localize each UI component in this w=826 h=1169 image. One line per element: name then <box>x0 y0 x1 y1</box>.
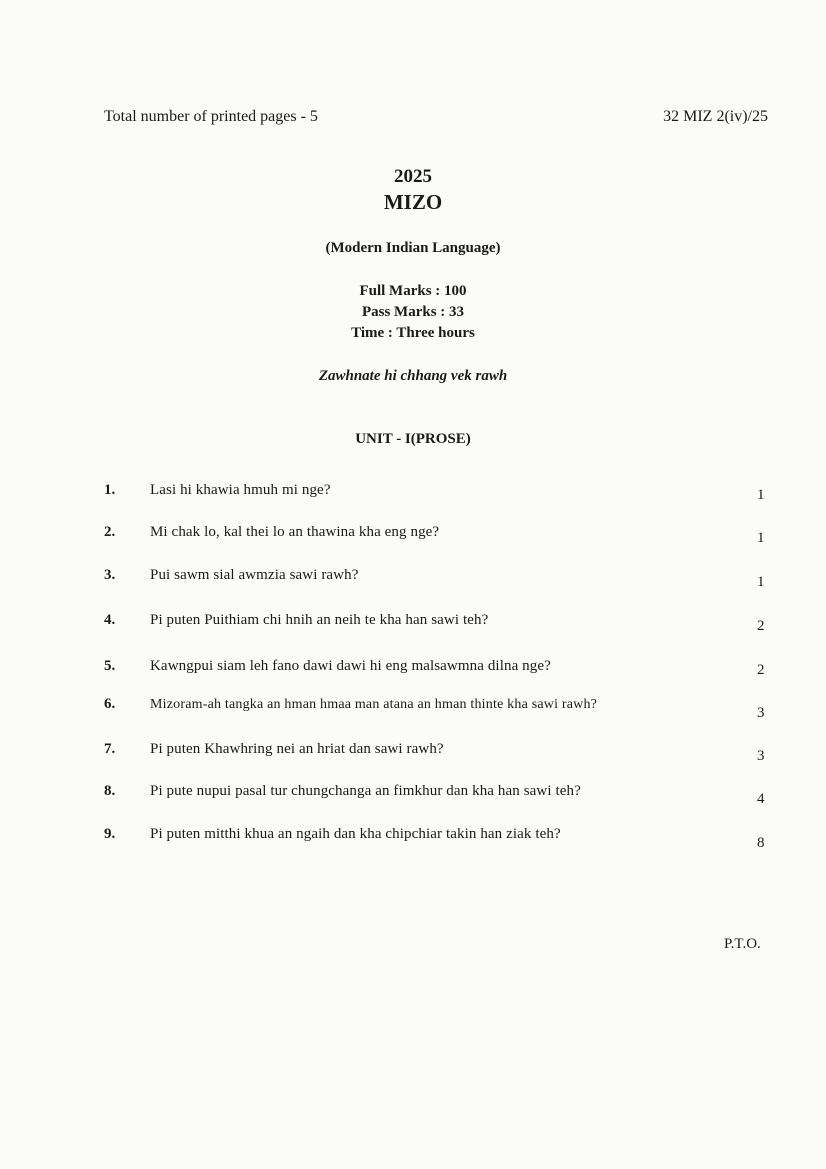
question-number: 5. <box>104 658 116 674</box>
question-text: Lasi hi khawia hmuh mi nge? <box>150 482 331 498</box>
question-number: 4. <box>104 612 116 628</box>
question-text: Pi puten Khawhring nei an hriat dan sawi rawh? <box>150 741 444 757</box>
question-number: 1. <box>104 482 116 498</box>
exam-year: 2025 <box>394 166 432 187</box>
question-marks: 2 <box>757 662 765 678</box>
question-text: Pui sawm sial awmzia sawi rawh? <box>150 567 359 583</box>
instruction: Zawhnate hi chhang vek rawh <box>318 368 508 384</box>
question-number: 2. <box>104 524 116 540</box>
question-marks: 3 <box>757 705 765 721</box>
question-marks: 1 <box>757 487 765 503</box>
question-text: Pi puten mitthi khua an ngaih dan kha chipchiar takin han ziak teh? <box>150 826 561 842</box>
question-marks: 2 <box>757 618 765 634</box>
question-text: Mi chak lo, kal thei lo an thawina kha eng nge? <box>150 524 440 540</box>
subject-subtitle: (Modern Indian Language) <box>325 240 501 256</box>
question-marks: 1 <box>757 530 765 546</box>
question-text: Pi pute nupui pasal tur chungchanga an fimkhur dan kha han sawi teh? <box>150 783 581 799</box>
please-turn-over: P.T.O. <box>724 936 761 952</box>
question-text: Mizoram-ah tangka an hman hmaa man atana an hman thinte kha sawi rawh? <box>150 697 598 712</box>
question-number: 6. <box>104 696 116 712</box>
question-number: 3. <box>104 567 116 583</box>
printed-pages-note: Total number of printed pages - 5 <box>104 108 318 125</box>
question-marks: 4 <box>757 791 765 807</box>
subject-title: MIZO <box>383 190 443 214</box>
full-marks: Full Marks : 100 <box>359 283 467 299</box>
question-text: Kawngpui siam leh fano dawi dawi hi eng malsawmna dilna nge? <box>150 658 551 674</box>
paper-code: 32 MIZ 2(iv)/25 <box>663 108 768 125</box>
question-number: 9. <box>104 826 116 842</box>
question-marks: 8 <box>757 835 765 851</box>
question-marks: 3 <box>757 748 765 764</box>
pass-marks: Pass Marks : 33 <box>361 304 465 320</box>
time-allowed: Time : Three hours <box>351 325 475 341</box>
question-text: Pi puten Puithiam chi hnih an neih te kha han sawi teh? <box>150 612 489 628</box>
question-number: 7. <box>104 741 116 757</box>
question-number: 8. <box>104 783 116 799</box>
question-marks: 1 <box>757 574 765 590</box>
unit-heading: UNIT - I(PROSE) <box>355 431 471 447</box>
